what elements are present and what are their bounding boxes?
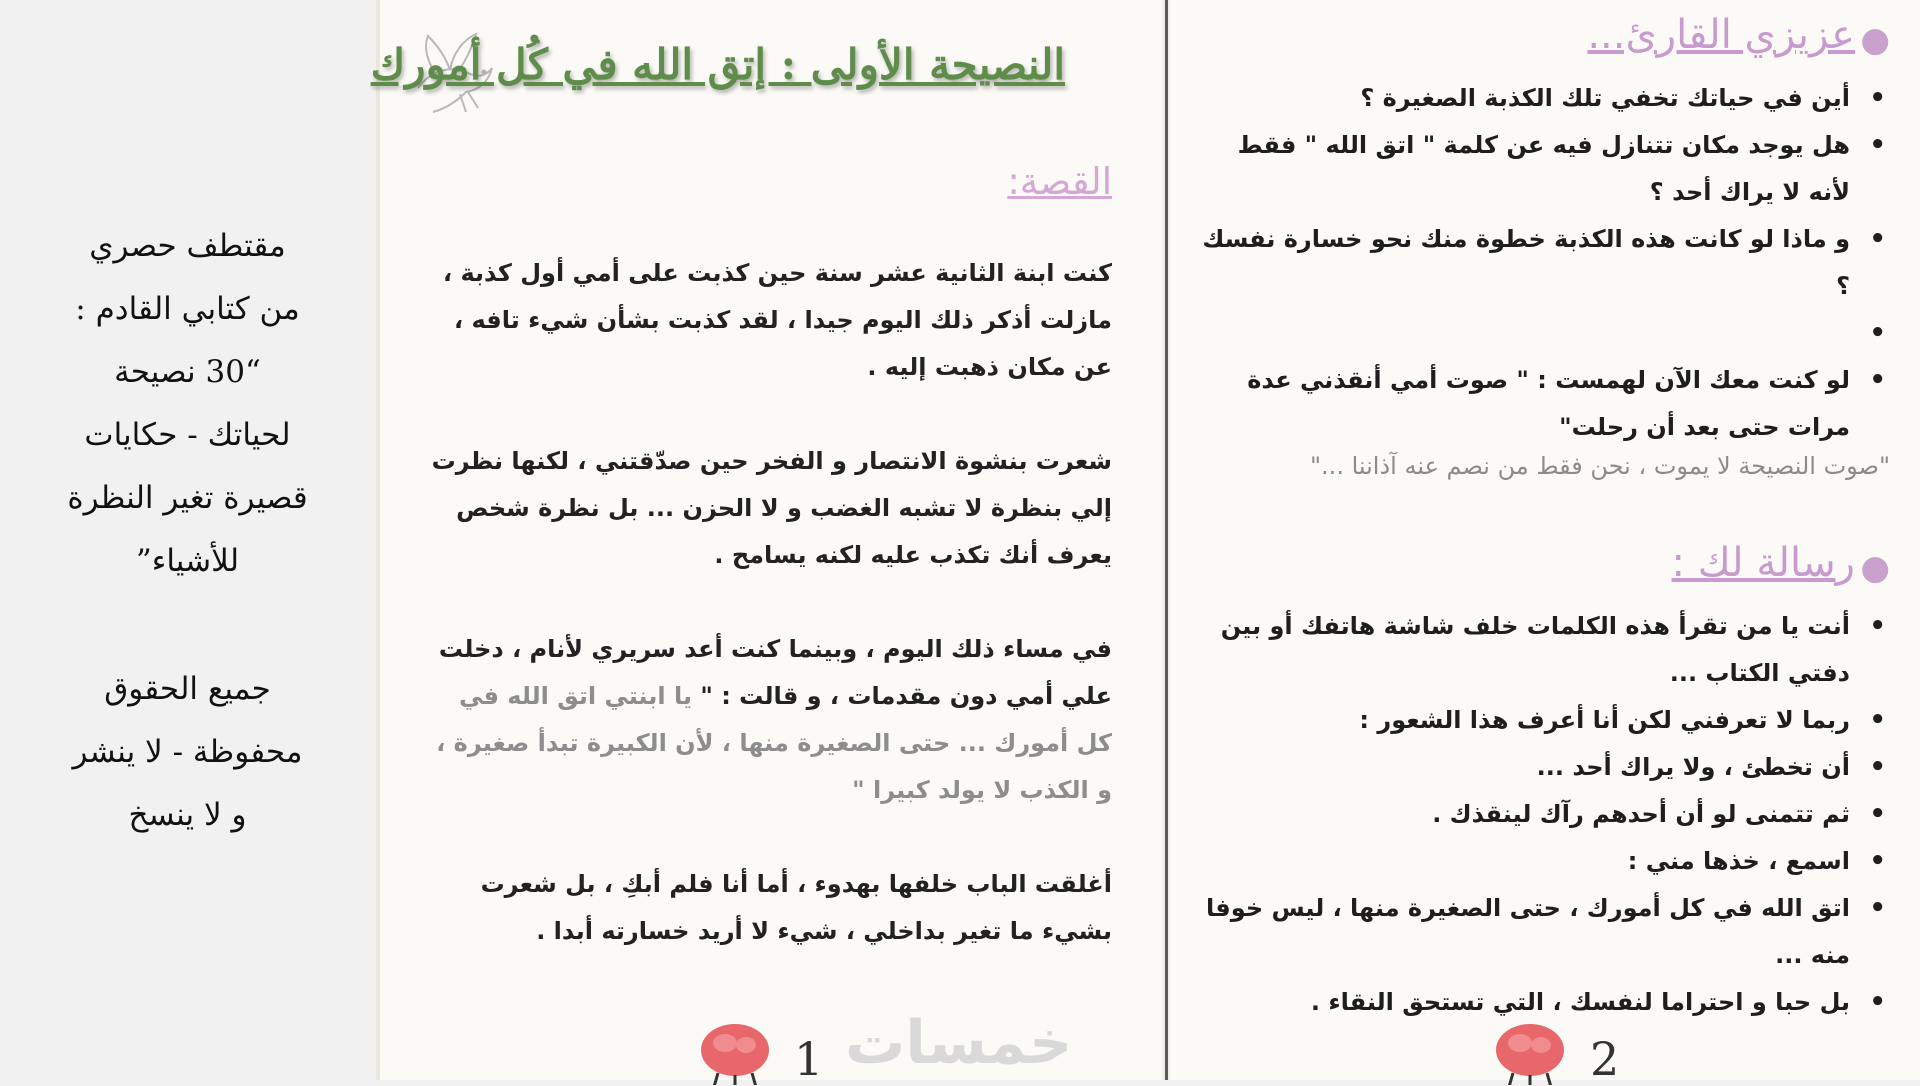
sidebar-line: قصيرة تغير النظرة [67, 480, 308, 516]
list-item: • أنت يا من تقرأ هذه الكلمات خلف شاشة هاتفك أو بين دفتي الكتاب ... [1190, 603, 1890, 697]
message-lines [1190, 603, 1890, 1026]
advice-title: النصيحة الأولى : إتق الله في كُل أمورك [370, 40, 1065, 89]
sidebar-line: من كتابي القادم : [75, 291, 300, 327]
list-item: • أن تخطئ ، ولا يراك أحد ... [1190, 744, 1890, 791]
page-number: 2 [1590, 1032, 1620, 1086]
reader-heading-row [1170, 12, 1890, 72]
story-heading: القصة: [1007, 160, 1112, 203]
list-item: • أين في حياتك تخفي تلك الكذبة الصغيرة ؟ [1190, 75, 1890, 122]
sidebar-line: لحياتك - حكايات [84, 417, 291, 453]
rights-line: جميع الحقوق [104, 671, 271, 707]
divider [1165, 0, 1168, 1080]
mother-quote: يا ابنتي اتق الله في كل أمورك ... حتى الصغيرة منها ، لأن الكبيرة تبدأ صغيرة ، و الكذب لا يولد كبيرا " [436, 682, 1112, 804]
list-item: • اسمع ، خذها مني : [1190, 838, 1890, 885]
list-item: • اتق الله في كل أمورك ، حتى الصغيرة منها ، ليس خوفا منه ... [1190, 885, 1890, 979]
page-number: 1 [794, 1032, 824, 1086]
message-heading: رسالة لك : [1671, 540, 1855, 586]
list-item [1190, 310, 1890, 357]
rights-line: و لا ينسخ [128, 797, 247, 833]
story-paragraph: أغلقت الباب خلفها بهدوء ، أما أنا فلم أبكِ ، بل شعرت بشيء ما تغير بداخلي ، شيء لا أريد خسارته أبدا . [480, 870, 1112, 945]
bullet-icon: ● [1860, 20, 1890, 60]
brain-mascot-icon [690, 1015, 780, 1085]
list-item: • هل يوجد مكان تتنازل فيه عن كلمة " اتق الله " فقط لأنه لا يراك أحد ؟ [1190, 122, 1890, 216]
sidebar-line: للأشياء” [135, 543, 240, 579]
list-item: • لو كنت معك الآن لهمست : " صوت أمي أنقذني عدة مرات حتى بعد أن رحلت" [1190, 357, 1890, 451]
story-paragraph: في مساء ذلك اليوم ، وبينما كنت أعد سريري لأنام ، دخلت علي أمي دون مقدمات ، و قالت : " يا ابنتي اتق الله في كل أمورك ... حتى الصغيرة منها ، لأن الكبيرة تبدأ صغيرة ، و الكذب لا يولد كبيرا " [436, 635, 1112, 804]
page-one [370, 0, 1162, 1086]
list-item: • بل حبا و احتراما لنفسك ، التي تستحق النقاء . [1190, 979, 1890, 1026]
sidebar-line: مقتطف حصري [89, 228, 286, 264]
story-text [430, 250, 1112, 1002]
sidebar-note [30, 215, 345, 847]
reader-questions [1190, 75, 1890, 451]
watermark-text: خمسات [845, 1008, 1073, 1078]
story-paragraph: كنت ابنة الثانية عشر سنة حين كذبت على أمي أول كذبة ، مازلت أذكر ذلك اليوم جيدا ، لقد كذبت بشأن شيء تافه ، عن مكان ذهبت إليه . [442, 259, 1112, 381]
story-paragraph: شعرت بنشوة الانتصار و الفخر حين صدّقتني ، لكنها نظرت إلي بنظرة لا تشبه الغضب و لا الحزن ... بل نظرة شخص يعرف أنك تكذب عليه لكنه يسامح . [431, 447, 1112, 569]
list-item: • ربما لا تعرفني لكن أنا أعرف هذا الشعور : [1190, 697, 1890, 744]
page-two [1170, 0, 1920, 1086]
list-item: • ثم تتمنى لو أن أحدهم رآك لينقذك . [1190, 791, 1890, 838]
rights-line: محفوظة - لا ينشر [72, 734, 303, 770]
bullet-icon: ● [1860, 548, 1890, 588]
reader-heading: عزيزي القارئ... [1587, 12, 1855, 58]
brain-mascot-icon [1485, 1015, 1575, 1085]
advice-quote: "صوت النصيحة لا يموت ، نحن فقط من نصم عنه آذاننا ..." [1310, 452, 1890, 480]
list-item: • و ماذا لو كانت هذه الكذبة خطوة منك نحو خسارة نفسك ؟ [1190, 216, 1890, 310]
message-heading-row [1170, 540, 1890, 600]
sidebar-line: “30 نصيحة [114, 354, 261, 390]
